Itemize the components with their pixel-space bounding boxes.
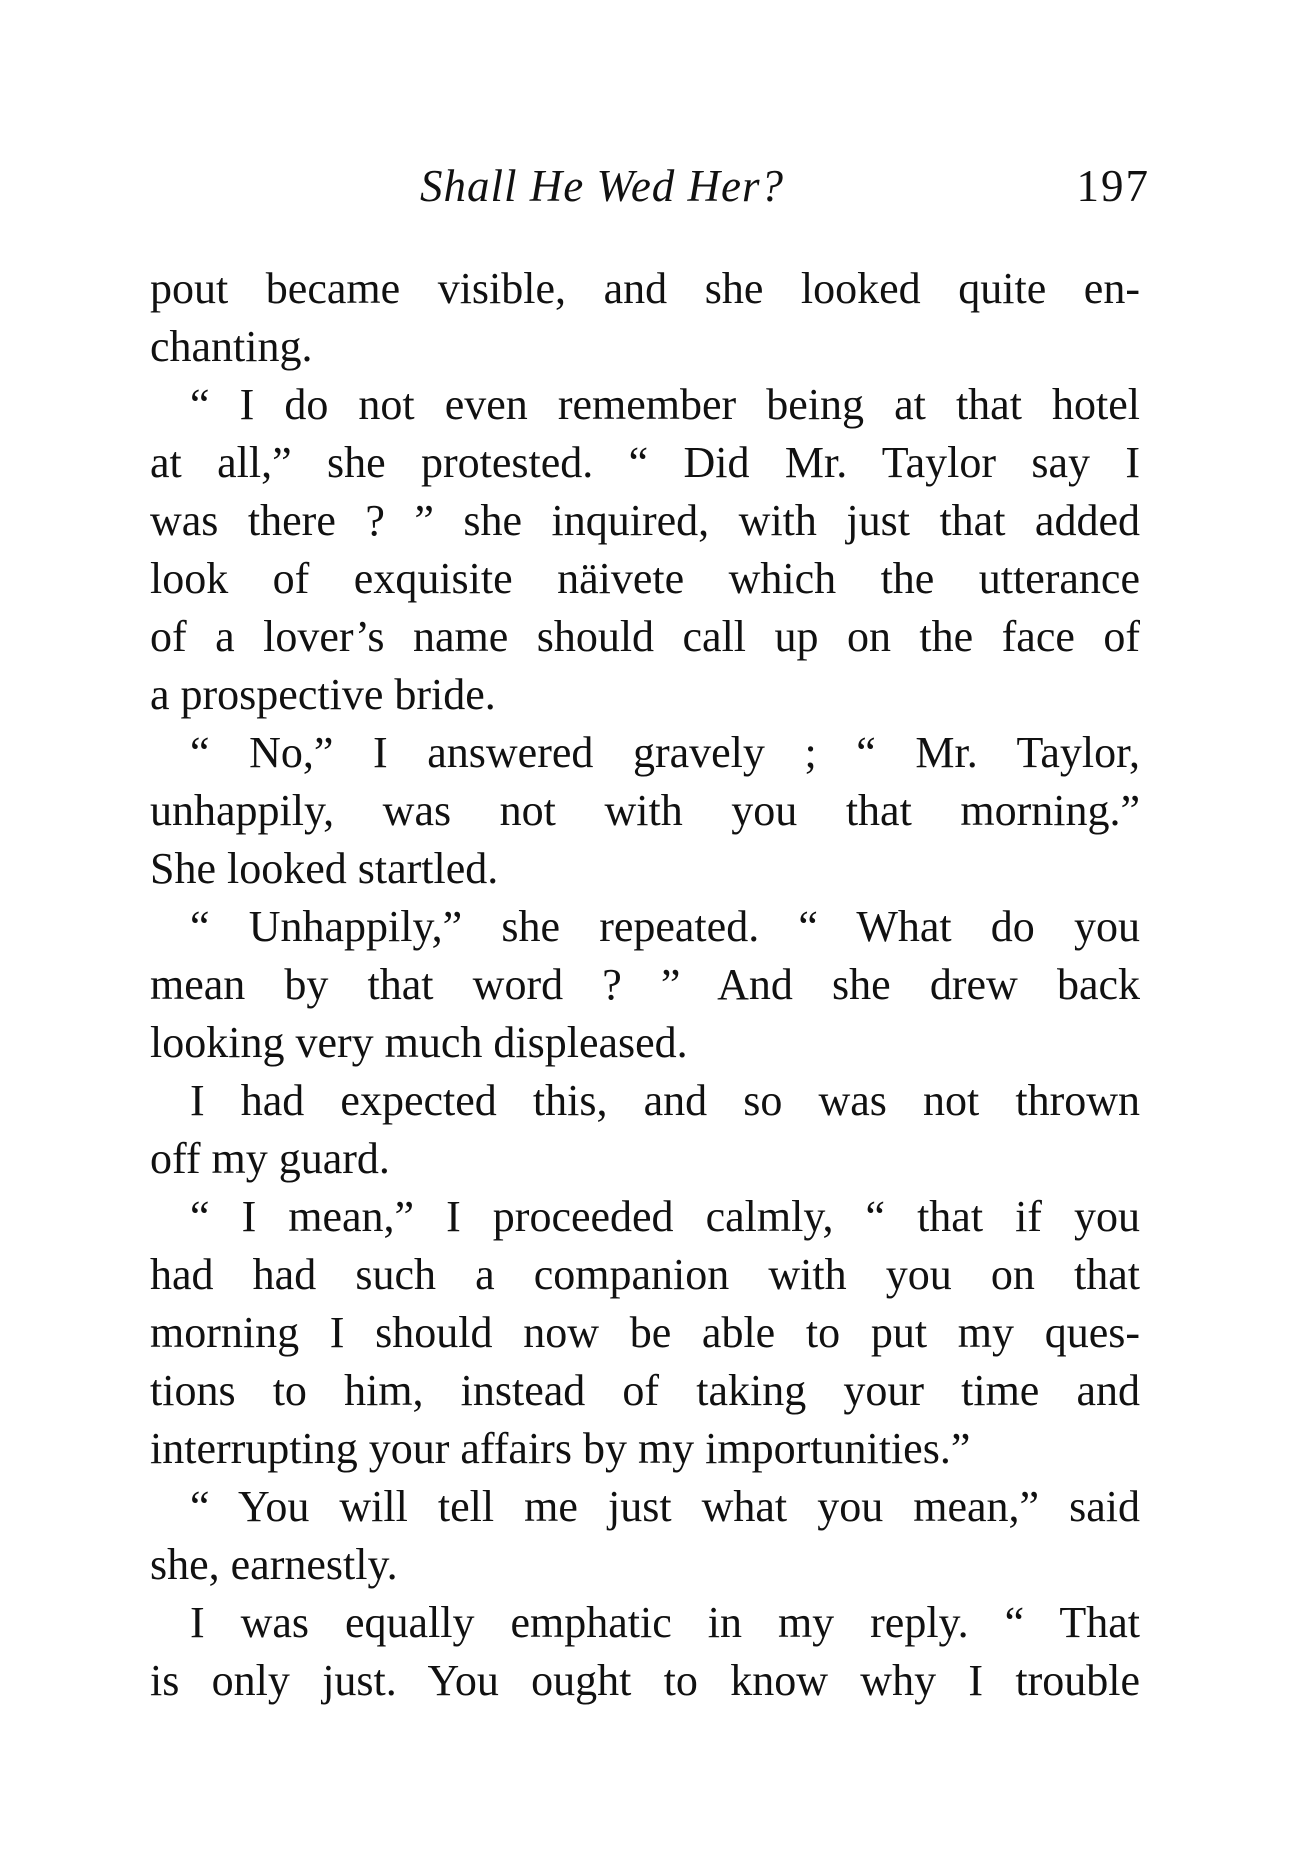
text-line: chanting.	[150, 322, 313, 371]
text-line: She looked startled.	[150, 844, 499, 893]
text-line: looking very much displeased.	[150, 1018, 688, 1067]
text-line: “ You will tell me just what you mean,” said	[190, 1482, 1140, 1531]
text-line: unhappily, was not with you that morning.”	[150, 786, 1140, 835]
running-head	[150, 160, 1150, 220]
text-line: at all,” she protested. “ Did Mr. Taylor say I	[150, 438, 1140, 487]
text-line: I had expected this, and so was not thrown	[190, 1076, 1140, 1125]
text-line: pout became visible, and she looked quite en-	[150, 264, 1140, 313]
page-number: 197	[1076, 161, 1150, 211]
text-line: I was equally emphatic in my reply. “ That	[190, 1598, 1140, 1647]
text-line: a prospective bride.	[150, 670, 496, 719]
text-line: tions to him, instead of taking your time and	[150, 1366, 1140, 1415]
text-line: she, earnestly.	[150, 1540, 398, 1589]
text-line: of a lover’s name should call up on the face of	[150, 612, 1140, 661]
text-line: look of exquisite näivete which the utterance	[150, 554, 1140, 603]
body-text	[150, 260, 1140, 1710]
text-line: is only just. You ought to know why I trouble	[150, 1656, 1140, 1705]
text-line: off my guard.	[150, 1134, 390, 1183]
running-title: Shall He Wed Her?	[420, 161, 785, 211]
text-line: interrupting your affairs by my importunities.”	[150, 1424, 971, 1473]
text-line: “ I mean,” I proceeded calmly, “ that if you	[190, 1192, 1140, 1241]
text-line: was there ? ” she inquired, with just that added	[150, 496, 1140, 545]
text-line: “ I do not even remember being at that hotel	[190, 380, 1140, 429]
text-line: “ No,” I answered gravely ; “ Mr. Taylor,	[190, 728, 1140, 777]
text-line: had had such a companion with you on that	[150, 1250, 1140, 1299]
text-line: “ Unhappily,” she repeated. “ What do you	[190, 902, 1140, 951]
text-line: mean by that word ? ” And she drew back	[150, 960, 1140, 1009]
text-line: morning I should now be able to put my ques-	[150, 1308, 1140, 1357]
